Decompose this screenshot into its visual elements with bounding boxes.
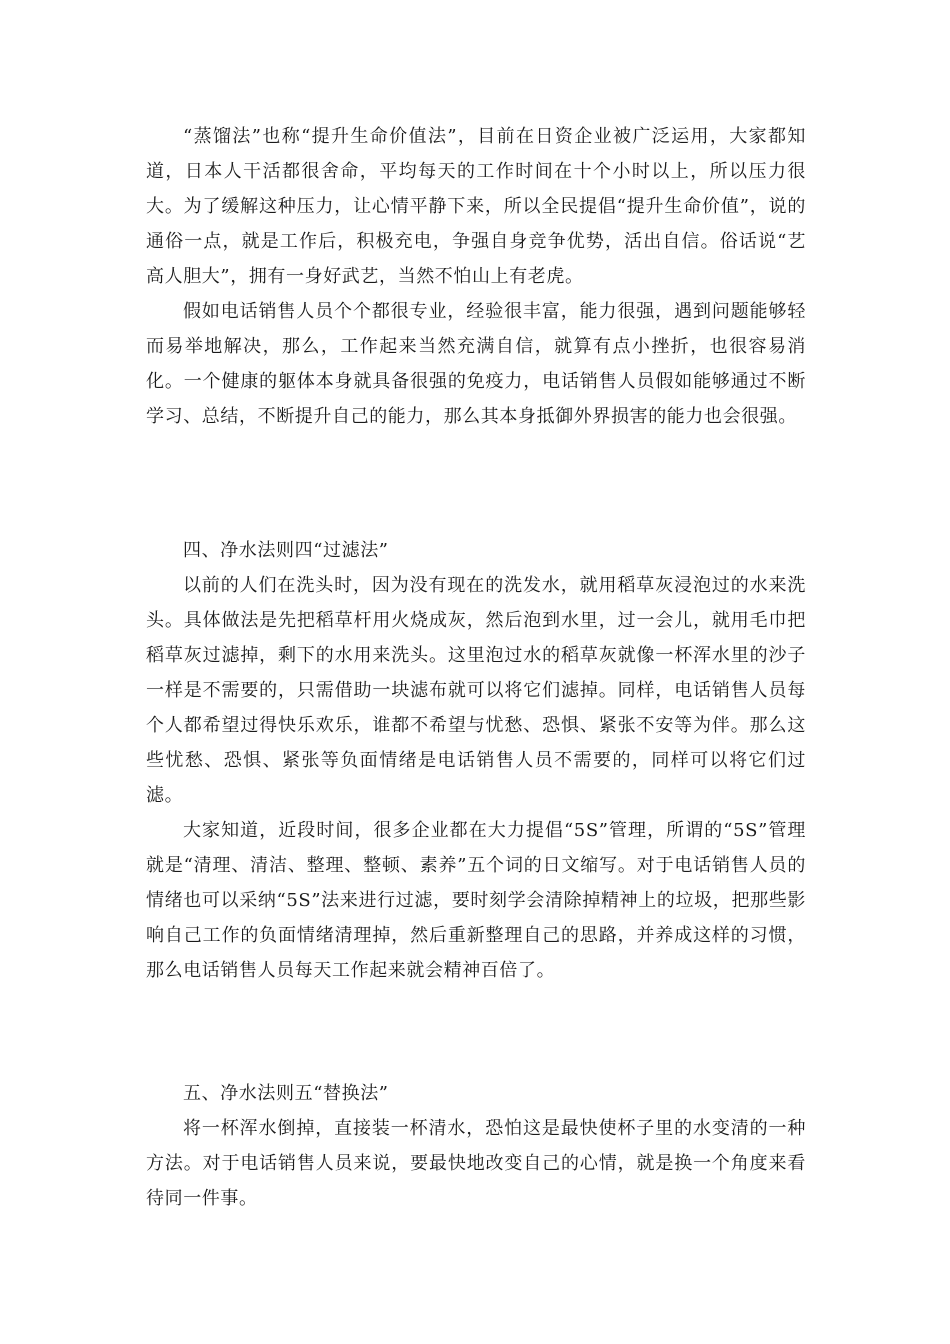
rule5-section xyxy=(146,1076,806,1216)
intro-section xyxy=(146,119,806,434)
paragraph: 将一杯浑水倒掉，直接装一杯清水，恐怕这是最快使杯子里的水变清的一种方法。对于电话销售人员来说，要最快地改变自己的心情，就是换一个角度来看待同一件事。 xyxy=(146,1118,806,1209)
rule4-section xyxy=(146,533,806,988)
section-heading: 五、净水法则五“替换法” xyxy=(183,1083,389,1104)
paragraph: 以前的人们在洗头时，因为没有现在的洗发水，就用稻草灰浸泡过的水来洗头。具体做法是先把稻草杆用火烧成灰，然后泡到水里，过一会儿，就用毛巾把稻草灰过滤掉，剩下的水用来洗头。这里泡过水的稻草灰就像一杯浑水里的沙子一样是不需要的，只需借助一块滤布就可以将它们滤掉。同样，电话销售人员每个人都希望过得快乐欢乐，谁都不希望与忧愁、恐惧、紧张不安等为伴。那么这些忧愁、恐惧、紧张等负面情绪是电话销售人员不需要的，同样可以将它们过滤。 xyxy=(146,575,806,806)
paragraph: 假如电话销售人员个个都很专业，经验很丰富，能力很强，遇到问题能够轻而易举地解决，那么，工作起来当然充满自信，就算有点小挫折，也很容易消化。一个健康的躯体本身就具备很强的免疫力，电话销售人员假如能够通过不断学习、总结，不断提升自己的能力，那么其本身抵御外界损害的能力也会很强。 xyxy=(146,301,806,427)
paragraph: 大家知道，近段时间，很多企业都在大力提倡“5S”管理，所谓的“5S”管理就是“清理、清洁、整理、整顿、素养”五个词的日文缩写。对于电话销售人员的情绪也可以采纳“5S”法来进行过滤，要时刻学会清除掉精神上的垃圾，把那些影响自己工作的负面情绪清理掉，然后重新整理自己的思路，并养成这样的习惯，那么电话销售人员每天工作起来就会精神百倍了。 xyxy=(146,820,806,981)
paragraph: “蒸馏法”也称“提升生命价值法”，目前在日资企业被广泛运用，大家都知道，日本人干活都很舍命，平均每天的工作时间在十个小时以上，所以压力很大。为了缓解这种压力，让心情平静下来，所以全民提倡“提升生命价值”，说的通俗一点，就是工作后，积极充电，争强自身竞争优势，活出自信。俗话说“艺高人胆大”，拥有一身好武艺，当然不怕山上有老虎。 xyxy=(146,126,806,287)
section-heading: 四、净水法则四“过滤法” xyxy=(183,540,389,561)
